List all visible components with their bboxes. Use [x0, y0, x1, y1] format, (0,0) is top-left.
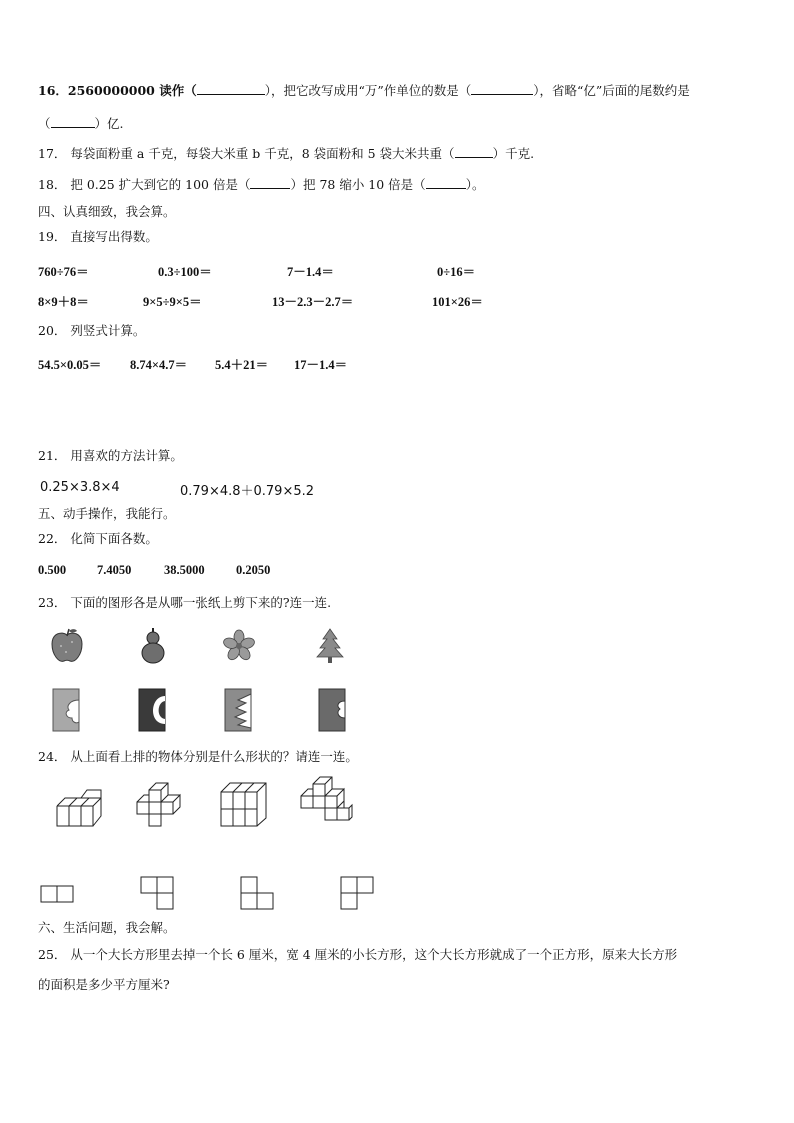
top-view-shape-3-icon[interactable]	[240, 876, 276, 912]
question-16-line2	[38, 116, 124, 132]
flower-shape-icon[interactable]	[222, 629, 256, 663]
q19-item: 0÷16＝	[437, 265, 476, 279]
question-22-title: 22． 化简下面各数。	[38, 531, 158, 546]
q16-text-b: ），把它改写成用“万”作单位的数是（	[264, 83, 472, 98]
section-6-heading: 六、生活问题，我会解。	[38, 920, 176, 935]
q22-item: 0.2050	[236, 563, 271, 577]
q18-text-a: 18． 把 0.25 扩大到它的 100 倍是（	[38, 177, 251, 192]
answer-blank[interactable]	[426, 177, 466, 189]
q18-text-b: ）把 78 缩小 10 倍是（	[290, 177, 426, 192]
question-23-title: 23． 下面的图形各是从哪一张纸上剪下来的?连一连.	[38, 595, 332, 610]
answer-blank[interactable]	[197, 83, 265, 95]
paper-cut-notch-icon[interactable]	[318, 688, 346, 732]
q19-item: 101×26＝	[432, 295, 483, 309]
section-4-heading: 四、认真细致，我会算。	[38, 204, 176, 219]
answer-blank[interactable]	[51, 116, 95, 128]
q19-item: 9×5÷9×5＝	[143, 295, 202, 309]
question-24-title: 24． 从上面看上排的物体分别是什么形状的？请连一连。	[38, 749, 358, 764]
gourd-shape-icon[interactable]	[138, 627, 168, 665]
top-view-shape-1-icon[interactable]	[40, 884, 76, 904]
question-19-title: 19． 直接写出得数。	[38, 229, 158, 244]
q21-item: 0.79×4.8＋0.79×5.2	[180, 484, 315, 499]
q16-number: 16．	[38, 83, 68, 98]
answer-blank[interactable]	[455, 146, 493, 158]
apple-shape-icon[interactable]	[50, 628, 84, 664]
q17-text-a: 17． 每袋面粉重 a 千克，每袋大米重 b 千克，8 袋面粉和 5 袋大米共重（	[38, 146, 455, 161]
q16-text-e: ）亿.	[94, 116, 124, 131]
paper-cut-zigzag-icon[interactable]	[224, 688, 252, 732]
section-5-heading: 五、动手操作，我能行。	[38, 506, 176, 521]
paper-cut-moon-icon[interactable]	[138, 688, 166, 732]
q19-item: 760÷76＝	[38, 265, 89, 279]
cube-stack-2-icon[interactable]	[136, 778, 186, 828]
cube-stack-1-icon[interactable]	[56, 784, 106, 828]
cube-stack-3-icon[interactable]	[220, 782, 268, 828]
q19-item: 13－2.3－2.7＝	[272, 295, 354, 309]
q16-text-d: （	[38, 116, 51, 131]
q22-item: 38.5000	[164, 563, 205, 577]
q22-item: 0.500	[38, 563, 67, 577]
q18-text-c: ）。	[465, 177, 485, 192]
paper-cut-leaf-icon[interactable]	[52, 688, 80, 732]
question-18	[38, 177, 484, 193]
q21-item: 0.25×3.8×4	[40, 480, 120, 495]
answer-blank[interactable]	[250, 177, 290, 189]
q20-item: 8.74×4.7＝	[130, 358, 188, 372]
q20-item: 5.4＋21＝	[215, 358, 269, 372]
q19-item: 7－1.4＝	[287, 265, 334, 279]
q22-item: 7.4050	[97, 563, 132, 577]
question-20-title: 20． 列竖式计算。	[38, 323, 146, 338]
q20-item: 54.5×0.05＝	[38, 358, 102, 372]
q17-text-b: ）千克.	[492, 146, 535, 161]
top-view-shape-4-icon[interactable]	[340, 876, 376, 912]
question-25-line2: 的面积是多少平方厘米?	[38, 977, 170, 992]
question-25-line1: 25． 从一个大长方形里去掉一个长 6 厘米，宽 4 厘米的小长方形，这个大长方形就成了一个正方形，原来大长方形	[38, 947, 678, 962]
q16-text-c: ），省略“亿”后面的尾数约是	[533, 83, 690, 98]
tree-shape-icon[interactable]	[315, 627, 345, 665]
q19-item: 0.3÷100＝	[158, 265, 212, 279]
question-16-line1	[38, 83, 690, 99]
q16-text-a: 2560000000 读作（	[67, 83, 197, 98]
question-17	[38, 146, 534, 162]
answer-blank[interactable]	[471, 83, 533, 95]
q20-item: 17－1.4＝	[294, 358, 348, 372]
cube-stack-4-icon[interactable]	[300, 776, 354, 828]
question-21-title: 21． 用喜欢的方法计算。	[38, 448, 183, 463]
top-view-shape-2-icon[interactable]	[140, 876, 176, 912]
q19-item: 8×9＋8＝	[38, 295, 89, 309]
